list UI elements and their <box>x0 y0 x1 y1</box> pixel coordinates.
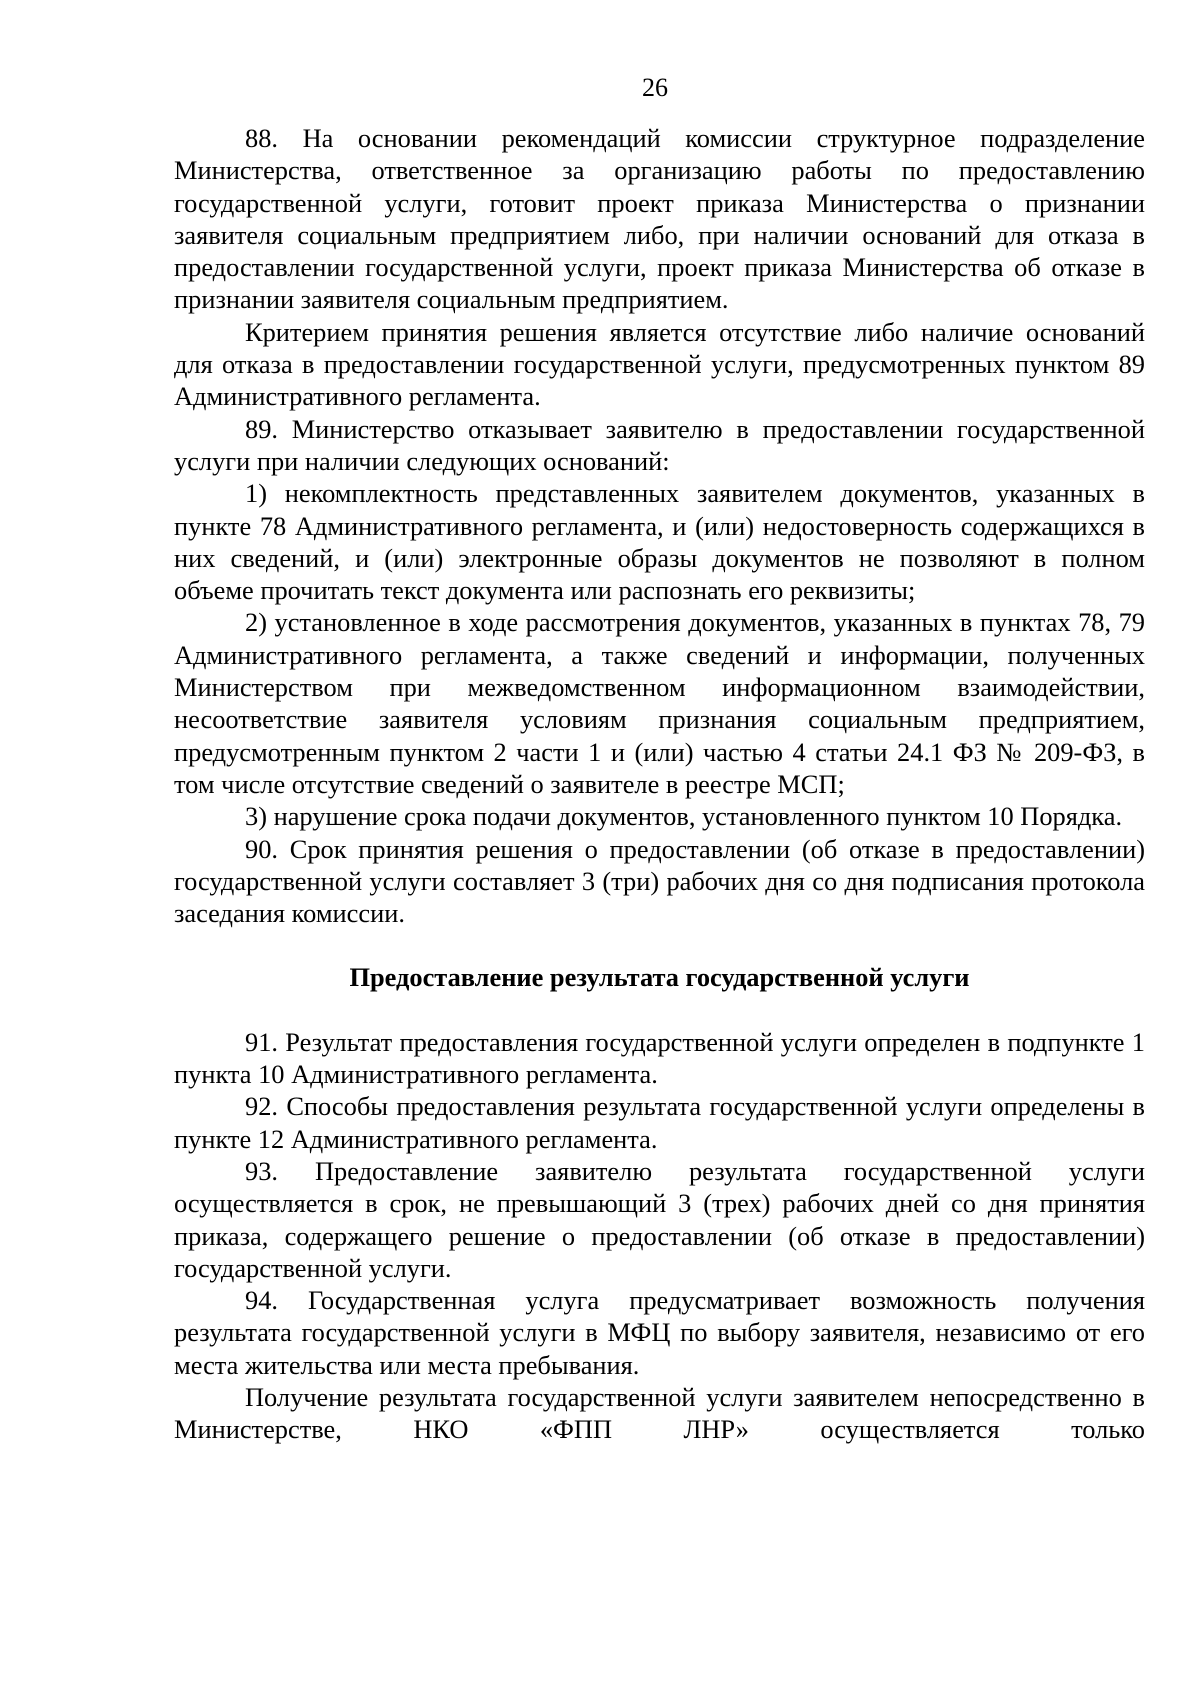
paragraph-criterion: Критерием принятия решения является отсутствие либо наличие оснований для отказа в предоставлении государственной услуги, предусмотренных пунктом 89 Административного регламента. <box>174 316 1145 412</box>
paragraph-88: 88. На основании рекомендаций комиссии структурное подразделение Министерства, ответственное за организацию работы по предоставлению государственной услуги, готовит проект приказа Министерства о признании заявителя социальным предприятием либо, при наличии оснований для отказа в предоставлении государственной услуги, проект приказа Министерства об отказе в признании заявителя социальным предприятием. <box>174 123 1145 315</box>
paragraph-91: 91. Результат предоставления государственной услуги определен в подпункте 1 пункта 10 Административного регламента. <box>174 1026 1145 1090</box>
paragraph-89: 89. Министерство отказывает заявителю в предоставлении государственной услуги при наличии следующих оснований: <box>174 413 1145 476</box>
section-heading: Предоставление результата государственной услуги <box>349 962 970 993</box>
paragraph-94: 94. Государственная услуга предусматривает возможность получения результата государственной услуги в МФЦ по выбору заявителя, независимо от его места жительства или места пребывания. <box>174 1285 1145 1380</box>
paragraph-89-item-2: 2) установленное в ходе рассмотрения документов, указанных в пунктах 78, 79 Административного регламента, а также сведений и информации, полученных Министерством при межведомственном информационном взаимодействии, несоответствие заявителя условиям признания социальным предприятием, предусмотренным пунктом 2 части 1 и (или) частью 4 статьи 24.1 ФЗ № 209-ФЗ, в том числе отсутствие сведений о заявителе в реестре МСП; <box>174 607 1145 799</box>
paragraph-93: 93. Предоставление заявителю результата государственной услуги осуществляется в срок, не превышающий 3 (трех) рабочих дней со дня принятия приказа, содержащего решение о предоставлении (об отказе в предоставлении) государственной услуги. <box>174 1155 1145 1283</box>
paragraph-89-item-3: 3) нарушение срока подачи документов, установленного пунктом 10 Порядка. <box>245 801 1123 832</box>
page-number: 26 <box>642 73 668 102</box>
paragraph-receipt: Получение результата государственной услуги заявителем непосредственно в Министерстве, НКО «ФПП ЛНР» осуществляется только <box>174 1381 1145 1445</box>
document-body <box>174 122 1145 1446</box>
paragraph-89-item-1: 1) некомплектность представленных заявителем документов, указанных в пункте 78 Административного регламента, и (или) недостоверность содержащихся в них сведений, и (или) электронные образы документов не позволяют в полном объеме прочитать текст документа или распознать его реквизиты; <box>174 478 1145 606</box>
paragraph-90: 90. Срок принятия решения о предоставлении (об отказе в предоставлении) государственной услуги составляет 3 (три) рабочих дня со дня подписания протокола заседания комиссии. <box>174 833 1145 929</box>
paragraph-92: 92. Способы предоставления результата государственной услуги определены в пункте 12 Административного регламента. <box>174 1091 1145 1154</box>
